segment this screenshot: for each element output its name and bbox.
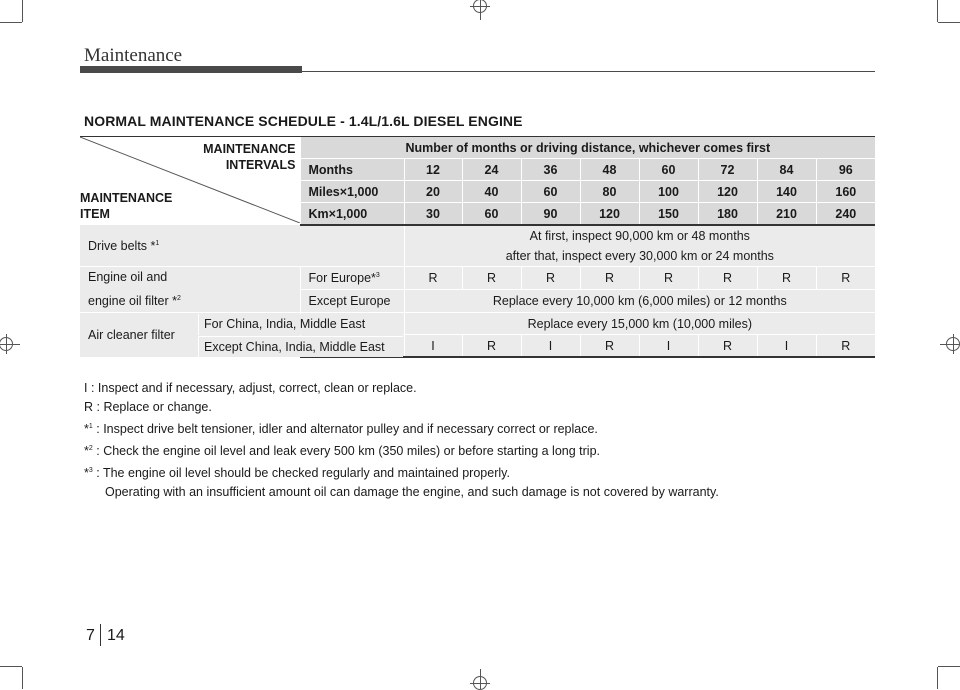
china-label: For China, India, Middle East xyxy=(198,314,403,335)
km-cell: 30 xyxy=(404,203,462,226)
schedule-title: NORMAL MAINTENANCE SCHEDULE - 1.4L/1.6L DIESEL ENGINE xyxy=(84,113,523,129)
miles-cell: 100 xyxy=(639,181,698,203)
registration-circle xyxy=(473,676,487,690)
except-china-label: Except China, India, Middle East xyxy=(198,336,403,357)
miles-cell: 40 xyxy=(462,181,521,203)
miles-cell: 160 xyxy=(816,181,875,203)
note-3: *$^3$ : The engine oil level should be checked regularly and maintained properly. xyxy=(84,466,510,481)
registration-circle xyxy=(473,0,487,13)
months-cell: 72 xyxy=(698,159,757,181)
air-except-cell: I xyxy=(404,335,462,358)
page-number: 14 xyxy=(107,627,125,644)
air-except-cell: R xyxy=(462,335,521,358)
km-cell: 120 xyxy=(580,203,639,226)
title-bar xyxy=(80,66,302,73)
drive-belts-line1: At first, inspect 90,000 km or 48 months xyxy=(529,229,750,243)
note-replace: R : Replace or change. xyxy=(84,400,212,414)
months-cell: 36 xyxy=(521,159,580,181)
corner-intervals-label: MAINTENANCE INTERVALS xyxy=(203,142,296,172)
europe-cell: R xyxy=(580,267,639,290)
drive-belts-row xyxy=(80,225,875,267)
section-title: Maintenance xyxy=(84,45,183,66)
air-except-cell: R xyxy=(816,335,875,358)
miles-label: Miles×1,000 xyxy=(300,181,404,203)
km-cell: 210 xyxy=(757,203,816,226)
drive-belts-label: Drive belts *$^1$ xyxy=(80,225,404,267)
miles-cell: 120 xyxy=(698,181,757,203)
drive-belts-line2: after that, inspect every 30,000 km or 24 months xyxy=(505,249,774,263)
crop-mark xyxy=(22,0,23,22)
months-cell: 48 xyxy=(580,159,639,181)
europe-cell: R xyxy=(639,267,698,290)
months-cell: 60 xyxy=(639,159,698,181)
interval-header: Number of months or driving distance, whichever comes first xyxy=(300,137,875,159)
km-label: Km×1,000 xyxy=(300,203,404,226)
months-cell: 12 xyxy=(404,159,462,181)
crop-mark xyxy=(0,22,22,23)
except-europe-schedule: Replace every 10,000 km (6,000 miles) or 12 months xyxy=(404,290,875,313)
for-europe-label: For Europe*$^3$ xyxy=(300,267,404,290)
months-cell: 24 xyxy=(462,159,521,181)
europe-cell: R xyxy=(462,267,521,290)
table-header-row xyxy=(80,137,875,159)
except-europe-label: Except Europe xyxy=(300,290,404,313)
crop-mark xyxy=(22,667,23,689)
europe-cell: R xyxy=(757,267,816,290)
air-except-cell: I xyxy=(639,335,698,358)
miles-cell: 80 xyxy=(580,181,639,203)
registration-circle xyxy=(946,337,960,351)
km-cell: 150 xyxy=(639,203,698,226)
note-inspect: I : Inspect and if necessary, adjust, correct, clean or replace. xyxy=(84,381,417,395)
crop-mark xyxy=(938,22,960,23)
corner-item-label: MAINTENANCE ITEM xyxy=(80,191,173,221)
km-cell: 240 xyxy=(816,203,875,226)
china-schedule: Replace every 15,000 km (10,000 miles) xyxy=(404,313,875,335)
note-2: *$^2$ : Check the engine oil level and leak every 500 km (350 miles) or before starting a long trip. xyxy=(84,444,600,459)
title-rule xyxy=(302,71,875,72)
note-1: *$^1$ : Inspect drive belt tensioner, idler and alternator pulley and if necessary correct or replace. xyxy=(84,422,598,437)
corner-header xyxy=(80,137,300,225)
engine-oil-label: Engine oil and engine oil filter *$^2$ xyxy=(80,267,300,313)
legend-notes xyxy=(84,379,719,502)
page-number-separator xyxy=(100,624,101,646)
km-cell: 180 xyxy=(698,203,757,226)
air-except-cell: R xyxy=(698,335,757,358)
air-except-cell: I xyxy=(757,335,816,358)
miles-cell: 20 xyxy=(404,181,462,203)
europe-cell: R xyxy=(698,267,757,290)
europe-cell: R xyxy=(816,267,875,290)
crop-mark xyxy=(937,0,938,22)
km-cell: 90 xyxy=(521,203,580,226)
crop-mark xyxy=(937,667,938,689)
months-cell: 96 xyxy=(816,159,875,181)
registration-circle xyxy=(0,337,13,351)
engine-oil-europe-row xyxy=(80,267,875,290)
km-cell: 60 xyxy=(462,203,521,226)
months-cell: 84 xyxy=(757,159,816,181)
air-except-cell: I xyxy=(521,335,580,358)
crop-mark xyxy=(0,666,22,667)
europe-cell: R xyxy=(521,267,580,290)
europe-cell: R xyxy=(404,267,462,290)
drive-belts-schedule xyxy=(404,225,875,267)
miles-cell: 140 xyxy=(757,181,816,203)
chapter-number: 7 xyxy=(86,627,95,644)
air-cleaner-label: Air cleaner filter xyxy=(80,313,300,358)
miles-cell: 60 xyxy=(521,181,580,203)
air-except-cell: R xyxy=(580,335,639,358)
months-label: Months xyxy=(300,159,404,181)
note-3-continued: Operating with an insufficient amount oil can damage the engine, and such damage is not covered by warranty. xyxy=(105,485,719,500)
crop-mark xyxy=(938,666,960,667)
